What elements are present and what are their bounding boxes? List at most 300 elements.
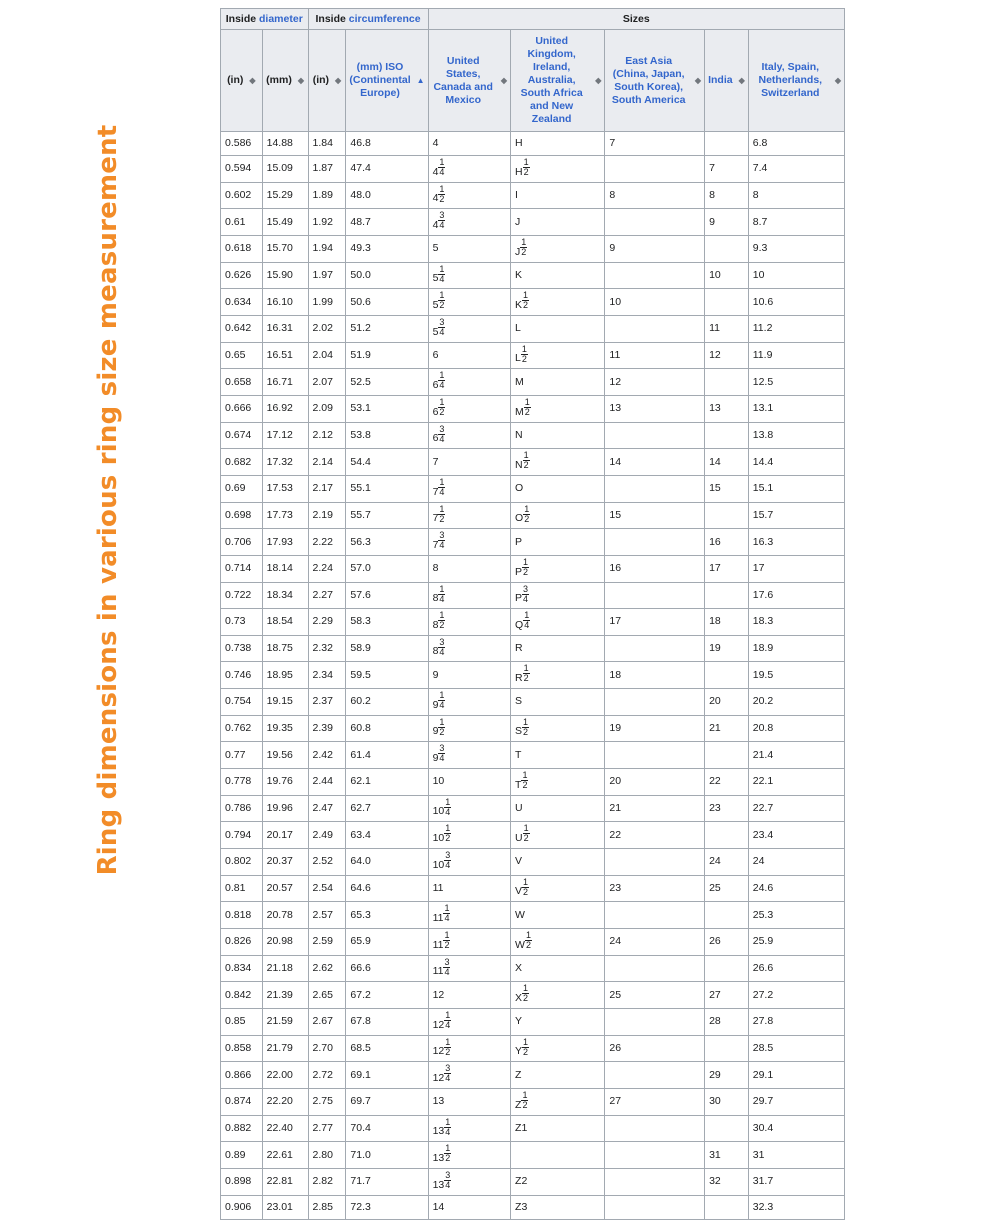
table-cell: 22.00 <box>262 1062 308 1089</box>
table-cell: 0.69 <box>221 475 263 502</box>
table-cell: 1.94 <box>308 235 346 262</box>
table-cell: 24 <box>705 849 749 876</box>
table-cell: 18.75 <box>262 635 308 662</box>
table-cell: 0.602 <box>221 182 263 209</box>
column-header-iso[interactable] <box>346 30 428 132</box>
table-cell: 12 <box>705 342 749 369</box>
table-cell: 19.35 <box>262 715 308 742</box>
table-cell <box>605 689 705 716</box>
table-cell: 71.7 <box>346 1168 428 1195</box>
table-cell <box>605 529 705 556</box>
table-cell: 21.18 <box>262 955 308 982</box>
ring-size-table <box>220 8 845 1220</box>
table-cell: 62.1 <box>346 769 428 796</box>
table-cell: 0.642 <box>221 315 263 342</box>
table-cell: 8 <box>428 555 510 582</box>
table-cell <box>605 1195 705 1219</box>
table-cell: 18.14 <box>262 555 308 582</box>
table-cell: 2.85 <box>308 1195 346 1219</box>
table-cell: N $\frac{1}{2}$ <box>511 449 605 476</box>
group-header-inside-circumference-link[interactable]: circumference <box>348 13 421 25</box>
table-cell: 2.29 <box>308 609 346 636</box>
table-cell: 26.6 <box>748 955 844 982</box>
table-cell: 18.34 <box>262 582 308 609</box>
table-cell: 56.3 <box>346 529 428 556</box>
table-cell: 8 $\frac{1}{4}$ <box>428 582 510 609</box>
table-cell: 0.778 <box>221 769 263 796</box>
table-cell: 2.27 <box>308 582 346 609</box>
table-cell <box>705 822 749 849</box>
table-row <box>221 262 845 289</box>
sort-icon[interactable]: ◆ <box>595 76 602 85</box>
table-cell: 5 $\frac{1}{2}$ <box>428 289 510 316</box>
table-cell: 27.8 <box>748 1009 844 1036</box>
table-cell <box>705 1115 749 1142</box>
table-cell: 6 $\frac{1}{2}$ <box>428 395 510 422</box>
table-row <box>221 1009 845 1036</box>
table-cell: 1.92 <box>308 209 346 236</box>
table-cell: 0.874 <box>221 1088 263 1115</box>
table-cell: W <box>511 902 605 929</box>
table-cell: 64.6 <box>346 875 428 902</box>
column-header-diameter-mm[interactable] <box>262 30 308 132</box>
table-cell: 29.1 <box>748 1062 844 1089</box>
table-cell: W $\frac{1}{2}$ <box>511 929 605 956</box>
table-row <box>221 1115 845 1142</box>
table-cell: 20.37 <box>262 849 308 876</box>
column-header-east-asia[interactable] <box>605 30 705 132</box>
table-cell: 1.87 <box>308 156 346 183</box>
table-cell: 28.5 <box>748 1035 844 1062</box>
table-cell: 57.0 <box>346 555 428 582</box>
table-row <box>221 315 845 342</box>
table-row <box>221 156 845 183</box>
table-cell: 24 <box>748 849 844 876</box>
table-cell: 10 $\frac{3}{4}$ <box>428 849 510 876</box>
table-sub-header-row <box>221 30 845 132</box>
column-header-circumference-in-label: (in) <box>312 74 330 86</box>
table-cell: Z2 <box>511 1168 605 1195</box>
table-cell: 23.4 <box>748 822 844 849</box>
table-row <box>221 449 845 476</box>
table-cell: 53.8 <box>346 422 428 449</box>
table-cell: 10 <box>428 769 510 796</box>
table-cell: 7 $\frac{1}{2}$ <box>428 502 510 529</box>
table-cell: 7.4 <box>748 156 844 183</box>
table-row <box>221 555 845 582</box>
table-cell: 0.802 <box>221 849 263 876</box>
table-cell: 0.626 <box>221 262 263 289</box>
table-row <box>221 982 845 1009</box>
table-cell: 10.6 <box>748 289 844 316</box>
table-cell: 15.70 <box>262 235 308 262</box>
table-cell: 58.3 <box>346 609 428 636</box>
table-row <box>221 582 845 609</box>
table-cell: 52.5 <box>346 369 428 396</box>
table-cell: 17.73 <box>262 502 308 529</box>
column-header-diameter-in-label: (in) <box>227 74 244 86</box>
table-cell <box>705 742 749 769</box>
table-cell: Y <box>511 1009 605 1036</box>
table-cell: 2.62 <box>308 955 346 982</box>
table-row <box>221 955 845 982</box>
table-cell: H <box>511 132 605 156</box>
table-cell <box>605 1115 705 1142</box>
table-cell: 20.57 <box>262 875 308 902</box>
table-cell: 20 <box>605 769 705 796</box>
column-header-united-states-label: United States, Canada and Mexico <box>433 54 493 106</box>
table-cell: T <box>511 742 605 769</box>
table-cell: X <box>511 955 605 982</box>
table-cell: R $\frac{1}{2}$ <box>511 662 605 689</box>
table-cell: 2.65 <box>308 982 346 1009</box>
table-cell: 16 <box>605 555 705 582</box>
table-cell: 20.78 <box>262 902 308 929</box>
table-cell: 14.4 <box>748 449 844 476</box>
table-row <box>221 475 845 502</box>
table-cell: 25.3 <box>748 902 844 929</box>
table-cell: 0.618 <box>221 235 263 262</box>
table-cell: M $\frac{1}{2}$ <box>511 395 605 422</box>
table-cell: 2.07 <box>308 369 346 396</box>
table-cell: 69.7 <box>346 1088 428 1115</box>
table-body <box>221 132 845 1220</box>
sort-icon[interactable]: ◆ <box>738 76 745 85</box>
table-cell: P $\frac{1}{2}$ <box>511 555 605 582</box>
table-cell: 32 <box>705 1168 749 1195</box>
table-cell: Z1 <box>511 1115 605 1142</box>
table-cell: 13 $\frac{1}{2}$ <box>428 1142 510 1169</box>
table-cell: 16.71 <box>262 369 308 396</box>
table-cell: 12 $\frac{1}{2}$ <box>428 1035 510 1062</box>
column-header-east-asia-label: East Asia (China, Japan, South Korea), South America <box>611 54 686 106</box>
table-cell: 27 <box>705 982 749 1009</box>
table-cell: 0.658 <box>221 369 263 396</box>
table-cell: Y $\frac{1}{2}$ <box>511 1035 605 1062</box>
group-header-inside-diameter <box>221 9 309 30</box>
table-cell: 26 <box>705 929 749 956</box>
table-cell: 28 <box>705 1009 749 1036</box>
table-cell: O <box>511 475 605 502</box>
sort-icon[interactable]: ◆ <box>297 76 304 85</box>
table-cell: 21 <box>605 795 705 822</box>
table-cell: 20.17 <box>262 822 308 849</box>
table-cell: 4 $\frac{3}{4}$ <box>428 209 510 236</box>
table-cell: 60.8 <box>346 715 428 742</box>
table-row <box>221 1195 845 1219</box>
table-row <box>221 662 845 689</box>
table-cell: 24.6 <box>748 875 844 902</box>
table-cell: 21.39 <box>262 982 308 1009</box>
table-cell: 15.7 <box>748 502 844 529</box>
column-header-india-label: India <box>708 74 733 86</box>
table-cell: 12 <box>428 982 510 1009</box>
table-cell: 18.9 <box>748 635 844 662</box>
table-cell: 17.12 <box>262 422 308 449</box>
table-cell: 2.44 <box>308 769 346 796</box>
table-cell: 19 <box>705 635 749 662</box>
table-cell: 6 $\frac{3}{4}$ <box>428 422 510 449</box>
table-cell: 49.3 <box>346 235 428 262</box>
sort-ascending-icon[interactable]: ▲ <box>416 76 425 85</box>
table-cell: 55.7 <box>346 502 428 529</box>
table-cell: 6.8 <box>748 132 844 156</box>
table-cell: 17.6 <box>748 582 844 609</box>
table-cell: 68.5 <box>346 1035 428 1062</box>
table-cell: 46.8 <box>346 132 428 156</box>
table-cell: 2.59 <box>308 929 346 956</box>
table-cell <box>705 502 749 529</box>
table-cell <box>605 315 705 342</box>
table-cell: 72.3 <box>346 1195 428 1219</box>
table-cell: 0.842 <box>221 982 263 1009</box>
table-cell: 2.14 <box>308 449 346 476</box>
table-cell: 2.32 <box>308 635 346 662</box>
table-cell: 16.31 <box>262 315 308 342</box>
table-cell: 0.826 <box>221 929 263 956</box>
table-cell: 19.56 <box>262 742 308 769</box>
table-cell: 65.3 <box>346 902 428 929</box>
column-header-diameter-in[interactable] <box>221 30 263 132</box>
table-cell: 17 <box>705 555 749 582</box>
table-row <box>221 609 845 636</box>
table-cell: 23 <box>705 795 749 822</box>
table-cell: 6 $\frac{1}{4}$ <box>428 369 510 396</box>
table-cell: 17.53 <box>262 475 308 502</box>
table-cell: 48.7 <box>346 209 428 236</box>
table-cell: 10 $\frac{1}{2}$ <box>428 822 510 849</box>
table-cell: 19.76 <box>262 769 308 796</box>
table-row <box>221 822 845 849</box>
table-cell: 59.5 <box>346 662 428 689</box>
table-cell <box>705 422 749 449</box>
table-cell: 0.762 <box>221 715 263 742</box>
table-cell: 2.04 <box>308 342 346 369</box>
table-cell: 12 $\frac{3}{4}$ <box>428 1062 510 1089</box>
column-header-italy[interactable] <box>748 30 844 132</box>
table-cell: 14 <box>428 1195 510 1219</box>
table-cell <box>705 662 749 689</box>
table-cell: 2.49 <box>308 822 346 849</box>
table-cell: 13 <box>605 395 705 422</box>
table-row <box>221 132 845 156</box>
table-cell <box>605 1062 705 1089</box>
table-cell: 0.73 <box>221 609 263 636</box>
table-cell: J $\frac{1}{2}$ <box>511 235 605 262</box>
table-row <box>221 342 845 369</box>
table-cell: 9 $\frac{1}{4}$ <box>428 689 510 716</box>
table-cell: 2.39 <box>308 715 346 742</box>
table-cell: 2.75 <box>308 1088 346 1115</box>
table-cell: 21.79 <box>262 1035 308 1062</box>
table-cell: 17.32 <box>262 449 308 476</box>
table-cell: Z <box>511 1062 605 1089</box>
table-cell: H $\frac{1}{2}$ <box>511 156 605 183</box>
table-cell: 0.706 <box>221 529 263 556</box>
table-cell: Z $\frac{1}{2}$ <box>511 1088 605 1115</box>
table-cell: 15.09 <box>262 156 308 183</box>
table-cell: 66.6 <box>346 955 428 982</box>
table-cell: 2.82 <box>308 1168 346 1195</box>
table-cell: 0.722 <box>221 582 263 609</box>
table-cell: 54.4 <box>346 449 428 476</box>
sort-icon[interactable]: ◆ <box>500 76 508 85</box>
table-cell: 13 <box>428 1088 510 1115</box>
table-row <box>221 529 845 556</box>
table-cell: 0.594 <box>221 156 263 183</box>
table-cell: 2.70 <box>308 1035 346 1062</box>
table-cell: 16.3 <box>748 529 844 556</box>
table-cell <box>605 262 705 289</box>
table-cell: 30.4 <box>748 1115 844 1142</box>
table-cell: 20.2 <box>748 689 844 716</box>
table-cell: 10 <box>705 262 749 289</box>
table-cell: 0.794 <box>221 822 263 849</box>
table-cell: 0.882 <box>221 1115 263 1142</box>
table-cell: 0.586 <box>221 132 263 156</box>
table-cell: 24 <box>605 929 705 956</box>
table-cell <box>705 369 749 396</box>
table-row <box>221 635 845 662</box>
table-cell <box>605 902 705 929</box>
column-header-united-states[interactable] <box>428 30 510 132</box>
table-cell: 13 $\frac{3}{4}$ <box>428 1168 510 1195</box>
table-cell: U $\frac{1}{2}$ <box>511 822 605 849</box>
group-header-sizes: Sizes <box>428 9 844 30</box>
table-cell: 7 <box>705 156 749 183</box>
table-cell: T $\frac{1}{2}$ <box>511 769 605 796</box>
table-cell: 2.42 <box>308 742 346 769</box>
table-cell: 15.49 <box>262 209 308 236</box>
table-cell: 7 <box>428 449 510 476</box>
table-cell: 2.24 <box>308 555 346 582</box>
table-cell: 13.1 <box>748 395 844 422</box>
table-cell: I <box>511 182 605 209</box>
table-cell: 6 <box>428 342 510 369</box>
table-cell: 11.2 <box>748 315 844 342</box>
table-cell: 30 <box>705 1088 749 1115</box>
table-cell <box>605 422 705 449</box>
table-cell <box>605 209 705 236</box>
table-cell: 5 $\frac{3}{4}$ <box>428 315 510 342</box>
table-cell: 23 <box>605 875 705 902</box>
column-header-united-kingdom[interactable] <box>511 30 605 132</box>
table-cell <box>605 1009 705 1036</box>
column-header-india[interactable] <box>705 30 749 132</box>
table-cell: 22.81 <box>262 1168 308 1195</box>
table-cell: R <box>511 635 605 662</box>
table-cell: 0.85 <box>221 1009 263 1036</box>
table-cell: 55.1 <box>346 475 428 502</box>
table-cell: 19.5 <box>748 662 844 689</box>
table-row <box>221 289 845 316</box>
table-cell: 19 <box>605 715 705 742</box>
table-row <box>221 235 845 262</box>
sort-icon[interactable]: ◆ <box>694 76 702 85</box>
table-cell: 9 <box>705 209 749 236</box>
table-cell: 31.7 <box>748 1168 844 1195</box>
table-row <box>221 875 845 902</box>
table-cell: 0.666 <box>221 395 263 422</box>
table-cell <box>705 1195 749 1219</box>
table-cell: 8.7 <box>748 209 844 236</box>
table-cell: 11 <box>705 315 749 342</box>
table-cell: 0.89 <box>221 1142 263 1169</box>
table-row <box>221 769 845 796</box>
table-cell: 18 <box>705 609 749 636</box>
table-cell: Q $\frac{1}{4}$ <box>511 609 605 636</box>
table-group-header-row <box>221 9 845 30</box>
table-row <box>221 742 845 769</box>
column-header-italy-label: Italy, Spain, Netherlands, Switzerland <box>758 61 823 99</box>
table-cell <box>705 132 749 156</box>
table-cell: 22 <box>705 769 749 796</box>
table-cell: 67.2 <box>346 982 428 1009</box>
table-cell: 47.4 <box>346 156 428 183</box>
table-cell: X $\frac{1}{2}$ <box>511 982 605 1009</box>
table-cell: 0.858 <box>221 1035 263 1062</box>
table-cell: 10 $\frac{1}{4}$ <box>428 795 510 822</box>
table-cell: 2.47 <box>308 795 346 822</box>
table-cell: 51.9 <box>346 342 428 369</box>
table-row <box>221 209 845 236</box>
table-cell: 26 <box>605 1035 705 1062</box>
table-cell: 10 <box>605 289 705 316</box>
table-cell: P <box>511 529 605 556</box>
table-cell: 1.89 <box>308 182 346 209</box>
table-cell: 57.6 <box>346 582 428 609</box>
table-cell: 67.8 <box>346 1009 428 1036</box>
table-cell: 60.2 <box>346 689 428 716</box>
column-header-circumference-in[interactable] <box>308 30 346 132</box>
table-cell: 0.834 <box>221 955 263 982</box>
column-header-iso-label: (mm) ISO (Continental Europe) <box>349 61 411 99</box>
table-cell: 50.6 <box>346 289 428 316</box>
sort-icon[interactable]: ◆ <box>834 76 841 85</box>
group-header-inside-circumference-prefix: Inside <box>315 13 349 25</box>
table-cell: 12.5 <box>748 369 844 396</box>
table-cell: 19.15 <box>262 689 308 716</box>
table-cell: 8 <box>748 182 844 209</box>
column-header-united-kingdom-label: United Kingdom, Ireland, Australia, South Africa and New Zealand <box>520 35 583 125</box>
table-cell: 2.34 <box>308 662 346 689</box>
table-cell <box>705 1035 749 1062</box>
table-cell: 16.10 <box>262 289 308 316</box>
table-cell: 18 <box>605 662 705 689</box>
table-cell: 7 $\frac{1}{4}$ <box>428 475 510 502</box>
table-cell: 0.682 <box>221 449 263 476</box>
table-cell: 22.61 <box>262 1142 308 1169</box>
table-cell: J <box>511 209 605 236</box>
sort-icon[interactable]: ◆ <box>335 76 342 85</box>
table-cell: 11 <box>605 342 705 369</box>
table-cell: 31 <box>748 1142 844 1169</box>
table-cell: 22.7 <box>748 795 844 822</box>
table-row <box>221 902 845 929</box>
table-cell: 12 <box>605 369 705 396</box>
table-cell: N <box>511 422 605 449</box>
group-header-inside-diameter-link[interactable]: diameter <box>259 13 303 25</box>
group-header-inside-diameter-prefix: Inside <box>225 13 260 25</box>
sort-icon[interactable]: ◆ <box>249 76 256 85</box>
table-cell: 1.84 <box>308 132 346 156</box>
table-cell: 9 $\frac{3}{4}$ <box>428 742 510 769</box>
table-cell: 15 <box>605 502 705 529</box>
table-cell: 2.09 <box>308 395 346 422</box>
table-cell: K $\frac{1}{2}$ <box>511 289 605 316</box>
table-cell: 10 <box>748 262 844 289</box>
table-cell: 0.61 <box>221 209 263 236</box>
